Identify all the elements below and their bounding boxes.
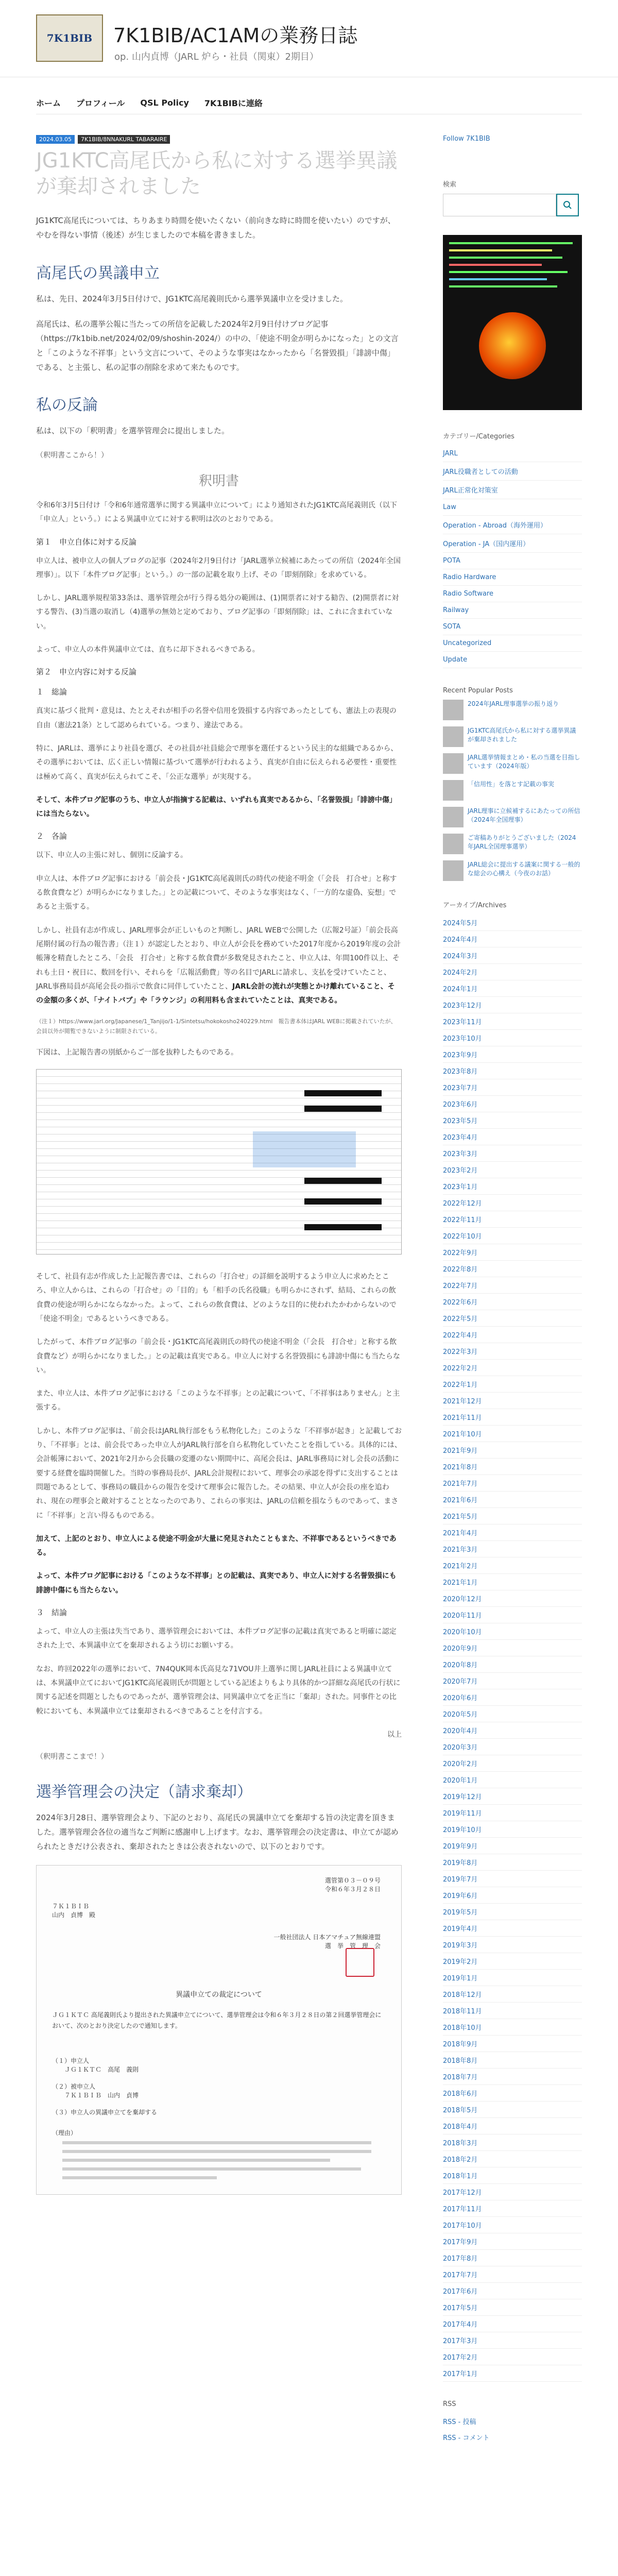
doc-text-bold: JARL会計の流れが実態とかけ離れていること、その金額の多くが、「ナイトバブ」や「ラウンジ」の利用料も含まれていたことは、真実である。 xyxy=(36,982,395,1005)
post-thumbnail xyxy=(443,700,464,720)
doc-subsection-heading: １ 総論 xyxy=(36,687,67,697)
decision-letter-scan xyxy=(36,1865,402,2195)
archive-item[interactable]: 2020年8月 xyxy=(443,1656,582,1673)
table-highlight xyxy=(253,1131,356,1167)
paragraph: 私は、先日、2024年3月5日付けで、JG1KTC高尾義則氏から選挙異議申立を受けました。 xyxy=(36,294,348,303)
heading-decision: 選挙管理会の決定（請求棄却） xyxy=(36,1783,252,1802)
spacer xyxy=(443,148,582,179)
site-description: op. 山内貞博（JARL 炉ら・社員（関東）2期目） xyxy=(114,52,319,62)
doc-paragraph: しかし、本件ブログ記事は、「前会長はJARL執行部をもう私物化した」このような「不祥事が起き」と記載しており、「不祥事」とは、前会長であった申立人がJARL執行部を自ら私物化していたことを指している。具体的には、会計帳簿において、2021年2月から会長職の変遷のない期間中に、高尾会長は、JARL事務局に対し会長の活動に要する経費を臨時開催した。当時の事務局長が、JARL会計規程において、理事会の承認を得ずに支出することは問題であるとして、事務局の職員からの報告を受けて理事会に報告した。その結果、申立人が会長の座を追われ、現在の理事会と敵対することとなったのであり、これらの事実は、JARLの信頼を損なうものであって、まさに「不祥事」と言い得るものである。 xyxy=(36,1427,402,1520)
search-label: 検索 xyxy=(443,181,457,189)
archive-item[interactable]: 2021年8月 xyxy=(443,1459,582,1475)
archive-item[interactable]: 2018年3月 xyxy=(443,2134,582,2151)
quote-start-note: （釈明書ここから！） xyxy=(36,451,108,460)
archive-item[interactable]: 2020年5月 xyxy=(443,1706,582,1722)
archive-item[interactable]: 2017年2月 xyxy=(443,2349,582,2365)
popular-post-title: JARL理事に立候補するにあたっての所信（2024年全国理事） xyxy=(468,807,580,823)
archive-item[interactable]: 2019年10月 xyxy=(443,1821,582,1838)
paragraph: 私は、以下の「釈明書」を選挙管理会に提出しました。 xyxy=(36,426,230,436)
archive-item[interactable]: 2017年12月 xyxy=(443,2184,582,2200)
paragraph: 2024年3月28日、選挙管理会より、下記のとおり、高尾氏の異議申立てを棄却する旨の決定書を頂きました。選挙管理会各位の適当なご判断に感謝申し上げます。なお、選挙管理会の決定書は、申立てが認められたときだけ公表され、棄却されたときは公表されないので、以下のとおりです。 xyxy=(36,1813,399,1851)
post-date: 2024.03.05 xyxy=(36,135,75,144)
archive-item[interactable]: 2020年9月 xyxy=(443,1640,582,1656)
archive-item[interactable]: 2019年4月 xyxy=(443,1920,582,1937)
archive-item[interactable]: 2017年6月 xyxy=(443,2283,582,2299)
archive-item[interactable]: 2019年8月 xyxy=(443,1854,582,1871)
archive-item[interactable]: 2019年6月 xyxy=(443,1887,582,1904)
archive-item[interactable]: 2021年6月 xyxy=(443,1492,582,1508)
archive-item[interactable]: 2022年7月 xyxy=(443,1277,582,1294)
archive-item[interactable]: 2023年7月 xyxy=(443,1079,582,1096)
popular-post-title: JARL選挙情報まとめ・私の当選を目指しています（2024年版） xyxy=(468,754,580,770)
sidebar xyxy=(443,135,582,2445)
category-item[interactable]: SOTA xyxy=(443,619,582,635)
report-table-image xyxy=(36,1069,402,1255)
scan-item-decision: （３）申立人の異議申立てを棄却する xyxy=(52,2109,158,2116)
archive-item[interactable]: 2020年7月 xyxy=(443,1673,582,1689)
search-icon xyxy=(563,200,572,210)
post-category[interactable]: 7K1BIB/8NNAKURL TABARAIRE xyxy=(78,135,170,144)
scan-reason-label: （理由） xyxy=(52,2129,77,2137)
popular-post[interactable] xyxy=(443,726,582,747)
archive-item[interactable]: 2024年2月 xyxy=(443,964,582,980)
widget-line xyxy=(449,278,547,280)
archive-item[interactable]: 2019年3月 xyxy=(443,1937,582,1953)
archive-item[interactable]: 2022年2月 xyxy=(443,1360,582,1376)
scan-header: 選管第０３－０９号 令和６年３月２８日 xyxy=(324,1877,381,1893)
popular-post-title: JARL総会に提出する議案に関する一般的な総会の心構え（今夜のお話） xyxy=(468,861,580,877)
post-thumbnail xyxy=(443,780,464,801)
doc-paragraph-bold: そして、本件ブログ記事のうち、申立人が指摘する記載は、いずれも真実であるから、「名誉毀損」「誹謗中傷」には当たらない。 xyxy=(36,795,397,819)
archive-item[interactable]: 2019年11月 xyxy=(443,1805,582,1821)
popular-post[interactable] xyxy=(443,834,582,854)
popular-post[interactable] xyxy=(443,753,582,774)
archive-item[interactable]: 2017年9月 xyxy=(443,2233,582,2250)
doc-paragraph: 真実に基づく批判・意見は、たとえそれが相手の名誉や信用を毀損する内容であったとしても、憲法上の表現の自由（憲法21条）として認められている。つまり、違法である。 xyxy=(36,707,397,730)
nav-contact[interactable]: 7K1BIBに連絡 xyxy=(204,98,263,108)
doc-paragraph-bold: よって、本件ブログ記事における「このような不祥事」との記載は、真実であり、申立人に対する名誉毀損にも誹謗中傷にも当たらない。 xyxy=(36,1572,397,1595)
doc-paragraph xyxy=(36,924,402,1008)
popular-post[interactable] xyxy=(443,700,582,720)
post-intro: JG1KTC高尾氏については、ちりあまり時間を使いたくない（前向きな時に時間を使いたい）のですが、やむを得ない事情（後述）が生じましたので本稿を書きました。 xyxy=(36,216,396,240)
category-item[interactable]: POTA xyxy=(443,553,582,569)
meta-title: RSS xyxy=(443,2400,456,2408)
archive-item[interactable]: 2019年5月 xyxy=(443,1904,582,1920)
archive-item[interactable]: 2021年7月 xyxy=(443,1475,582,1492)
popular-post[interactable] xyxy=(443,860,582,881)
archive-item[interactable]: 2017年11月 xyxy=(443,2200,582,2217)
archive-item[interactable]: 2022年9月 xyxy=(443,1244,582,1261)
redaction-bar xyxy=(304,1106,382,1112)
scan-text-line xyxy=(62,2150,371,2153)
doc-paragraph: また、申立人は、本件ブログ記事における「このような不祥事」との記載について、「不祥事はありません」と主張する。 xyxy=(36,1389,400,1412)
post-thumbnail xyxy=(443,834,464,854)
scan-body: ＪＧ１ＫＴＣ 高尾義則氏より提出された異議申立てについて、選挙管理会は令和６年３月２８日の第２回選挙管理会において、次のとおり決定したので通知します。 xyxy=(52,2011,382,2029)
archive-item[interactable]: 2022年4月 xyxy=(443,1327,582,1343)
scan-recipient: ７Ｋ１ＢＩＢ 山内 貞博 殿 xyxy=(52,1903,96,1919)
nav-profile[interactable]: プロフィール xyxy=(76,98,125,108)
archive-item[interactable]: 2018年7月 xyxy=(443,2069,582,2085)
archive-item[interactable]: 2022年5月 xyxy=(443,1310,582,1327)
widget-line xyxy=(449,264,542,266)
scan-sender: 一般社団法人 日本アマチュア無線連盟 選 挙 管 理 会 xyxy=(273,1934,381,1950)
archive-item[interactable]: 2023年2月 xyxy=(443,1162,582,1178)
category-item[interactable]: Uncategorized xyxy=(443,635,582,652)
doc-section-heading: 第１ 申立自体に対する反論 xyxy=(36,537,137,547)
heading-rebuttal: 私の反論 xyxy=(36,396,98,415)
doc-paragraph: よって、申立人の本件異議申立ては、直ちに却下されるべきである。 xyxy=(36,646,260,654)
logo-text: 7K1BIB xyxy=(46,32,93,44)
widget-line xyxy=(449,271,568,273)
category-item[interactable]: Radio Software xyxy=(443,586,582,602)
archive-item[interactable]: 2018年9月 xyxy=(443,2036,582,2052)
archive-item[interactable]: 2019年7月 xyxy=(443,1871,582,1887)
footnote: （注１）https://www.jarl.org/Japanese/1_Tanjijo/1-1/Sintetsu/hokokosho240229.html 報告書本体はJARL WEBに掲載されていたが、会員以外が閲覧できないように制限されている。 xyxy=(36,1018,397,1035)
widget-line xyxy=(449,257,562,259)
nav-home[interactable]: ホーム xyxy=(36,98,61,108)
archive-item[interactable]: 2020年3月 xyxy=(443,1739,582,1755)
archive-item[interactable]: 2018年1月 xyxy=(443,2167,582,2184)
archive-item[interactable]: 2024年3月 xyxy=(443,947,582,964)
doc-paragraph: 申立人は、被申立人の個人ブログの記事（2024年2月9日付け「JARL選挙立候補にあたっての所信（2024年全国理事）」。以下「本件ブログ記事」という。）の一部の記載を取り上げ、その「即刻削除」を求めている。 xyxy=(36,556,401,579)
heading-objection: 高尾氏の異議申立 xyxy=(36,264,160,282)
scan-item-respondent: （２）被申立人 ７Ｋ１ＢＩＢ 山内 貞博 xyxy=(52,2083,139,2099)
scan-text-line xyxy=(62,2176,217,2179)
archive-item[interactable]: 2017年7月 xyxy=(443,2266,582,2283)
rss-comments-link[interactable]: RSS - コメント xyxy=(443,2434,490,2442)
search-button[interactable] xyxy=(556,194,579,216)
categories-title: カテゴリー/Categories xyxy=(443,433,514,440)
archive-item[interactable]: 2022年11月 xyxy=(443,1211,582,1228)
post-title: JG1KTC高尾氏から私に対する選挙異議が棄却されました xyxy=(36,149,398,198)
archive-item[interactable]: 2023年10月 xyxy=(443,1030,582,1046)
archive-item[interactable]: 2020年10月 xyxy=(443,1623,582,1640)
popular-post[interactable] xyxy=(443,780,582,801)
nav-qsl-policy[interactable]: QSL Policy xyxy=(140,98,189,108)
doc-paragraph: 下図は、上記報告書の別紙からご一部を抜粋したものである。 xyxy=(36,1048,238,1057)
scan-title: 異議申立ての裁定について xyxy=(176,1991,262,1999)
archive-item[interactable]: 2022年12月 xyxy=(443,1195,582,1211)
archive-item[interactable]: 2022年10月 xyxy=(443,1228,582,1244)
site-header xyxy=(0,0,618,77)
archive-item[interactable]: 2021年9月 xyxy=(443,1442,582,1459)
popular-posts-list xyxy=(443,700,582,881)
archives-title: アーカイブ/Archives xyxy=(443,902,507,909)
doc-paragraph: そして、社員有志が作成した上記報告書では、これらの「打合せ」の詳細を説明するよう申立人に求めたところ、申立人からは、これらの「打合せ」の「目的」も「相手の氏名役職」も明らかにされず、結局、これらの飲食費の使途が明らかにならなかった。よって、これらの飲食費は、どのような目的に使われたかわからないので「使途不明金」であるというべきである。 xyxy=(36,1273,397,1323)
popular-post-title: ご寄稿ありがとうございました（2024年JARL全国理事選挙） xyxy=(468,834,576,850)
doc-paragraph: 申立人は、本件ブログ記事における「前会長・JG1KTC高尾義則氏の時代の使途不明金（「会長 打合せ」と称する飲食費など）が明らかになりました。」との記載について、そのような事実はなく、「一方的な虚偽、妄想」であると主張する。 xyxy=(36,874,397,911)
scan-item-applicant: （１）申立人 ＪＧ１ＫＴＣ 高尾 義則 xyxy=(52,2057,139,2074)
doc-paragraph: なお、昨回2022年の選挙において、7N4QUK岡本氏高見な71VOU井上選挙に関しJARL社員による異議申立ては、本異議申立てにおいてJG1KTC高尾義則氏が問題としている記述よりもより具体的かつ詳細な高尾氏の行状に関する記述を問題としたものであったが、選挙管理会は、同異議申立てを正当に「棄却」された。同事件との比較においても、本異議申立ては棄却されるべきであることを付言する。 xyxy=(36,1665,401,1716)
archive-item[interactable]: 2024年5月 xyxy=(443,914,582,931)
archive-item[interactable]: 2021年3月 xyxy=(443,1541,582,1557)
category-item[interactable]: JARL正常化対策室 xyxy=(443,481,582,499)
archive-item[interactable]: 2019年2月 xyxy=(443,1953,582,1970)
post-thumbnail xyxy=(443,860,464,881)
archive-item[interactable]: 2021年11月 xyxy=(443,1409,582,1426)
archive-item[interactable]: 2018年12月 xyxy=(443,1986,582,2003)
main-nav xyxy=(36,92,582,114)
archive-item[interactable]: 2021年2月 xyxy=(443,1557,582,1574)
popular-post-title: JG1KTC高尾氏から私に対する選挙異議が棄却されました xyxy=(468,727,576,743)
search-form xyxy=(443,194,582,216)
archive-item[interactable]: 2022年6月 xyxy=(443,1294,582,1310)
archive-list xyxy=(443,914,582,2382)
site-logo[interactable] xyxy=(36,14,103,62)
doc-end: 以上 xyxy=(387,1730,402,1739)
doc-section-heading: 第２ 申立内容に対する反論 xyxy=(36,667,137,677)
category-item[interactable]: Railway xyxy=(443,602,582,619)
redaction-bar xyxy=(304,1224,382,1230)
popular-post[interactable] xyxy=(443,807,582,827)
rss-posts-link[interactable]: RSS - 投稿 xyxy=(443,2418,476,2426)
search-input[interactable] xyxy=(443,194,556,216)
archive-item[interactable]: 2018年8月 xyxy=(443,2052,582,2069)
archive-item[interactable]: 2021年4月 xyxy=(443,1524,582,1541)
post-meta xyxy=(36,135,402,144)
category-item[interactable]: Operation - Abroad（海外運用） xyxy=(443,516,582,534)
archive-item[interactable]: 2021年1月 xyxy=(443,1574,582,1590)
doc-paragraph: よって、申立人の主張は失当であり、選挙管理会においては、本件ブログ記事の記載は真実であると明確に認定された上で、本異議申立てを棄却されるよう切にお願いする。 xyxy=(36,1628,397,1650)
solar-conditions-widget xyxy=(443,235,582,410)
scan-text-line xyxy=(62,2141,371,2144)
category-item[interactable]: JARL役職者としての活動 xyxy=(443,462,582,481)
archive-item[interactable]: 2018年11月 xyxy=(443,2003,582,2019)
doc-paragraph-bold: 加えて、上記のとおり、申立人による使途不明金が大量に発見されたこともまた、不祥事であるというべきである。 xyxy=(36,1534,397,1557)
post-article xyxy=(36,135,402,2195)
archive-item[interactable]: 2023年12月 xyxy=(443,997,582,1013)
archive-item[interactable]: 2017年4月 xyxy=(443,2316,582,2332)
doc-paragraph: 令和6年3月5日付け「令和6年通常選挙に関する異議申立について」により通知されたJG1KTC高尾義則氏（以下「申立人」という。）による異議申立てに対する釈明は次のとおりである。 xyxy=(36,501,397,524)
doc-paragraph: 以下、申立人の主張に対し、個別に反論する。 xyxy=(36,851,187,860)
archive-item[interactable]: 2023年4月 xyxy=(443,1129,582,1145)
site-title[interactable]: 7K1BIB/AC1AMの業務日誌 xyxy=(113,24,358,47)
archive-item[interactable]: 2017年1月 xyxy=(443,2365,582,2382)
doc-paragraph: しかし、JARL選挙規程第33条は、選挙管理会が行う得る処分の範囲は、(1)開票者に対する勧告、(2)開票者に対する警告、(3)当選の取消し（4)選挙の無効と定めており、ブログ記事の「即刻削除」は、これに含まれていない。 xyxy=(36,594,399,631)
post-thumbnail xyxy=(443,753,464,774)
archive-item[interactable]: 2020年1月 xyxy=(443,1772,582,1788)
archive-item[interactable]: 2023年8月 xyxy=(443,1063,582,1079)
redaction-bar xyxy=(304,1178,382,1184)
category-item[interactable]: Update xyxy=(443,652,582,668)
official-stamp xyxy=(346,1948,374,1977)
archive-item[interactable]: 2021年10月 xyxy=(443,1426,582,1442)
archive-item[interactable]: 2023年1月 xyxy=(443,1178,582,1195)
archive-item[interactable]: 2018年5月 xyxy=(443,2102,582,2118)
quote-end-note: （釈明書ここまで！） xyxy=(36,1753,108,1761)
archive-item[interactable]: 2023年11月 xyxy=(443,1013,582,1030)
archive-item[interactable]: 2018年10月 xyxy=(443,2019,582,2036)
archive-item[interactable]: 2018年2月 xyxy=(443,2151,582,2167)
paragraph: 高尾氏は、私の選挙公報に当たっての所信を記載した2024年2月9日付けブログ記事（https://7k1bib.net/2024/02/09/shoshin-2024/）の中の、「使途不明金が明らかになった」との文言と「このような不祥事」という文言について、そのような事実はなかったから「名誉毀損」「誹謗中傷」である、と主張し、私の記事の削除を求めて来たものです。 xyxy=(36,319,399,372)
category-list xyxy=(443,446,582,668)
archive-item[interactable]: 2024年4月 xyxy=(443,931,582,947)
archive-item[interactable]: 2020年11月 xyxy=(443,1607,582,1623)
archive-item[interactable]: 2017年8月 xyxy=(443,2250,582,2266)
archive-item[interactable]: 2019年1月 xyxy=(443,1970,582,1986)
category-item[interactable]: JARL xyxy=(443,446,582,462)
popular-post-title: 「信用性」を落とす記載の事実 xyxy=(468,781,555,788)
post-thumbnail xyxy=(443,726,464,747)
archive-item[interactable]: 2022年1月 xyxy=(443,1376,582,1393)
archive-item[interactable]: 2017年3月 xyxy=(443,2332,582,2349)
category-item[interactable]: Operation - JA（国内運用） xyxy=(443,534,582,553)
archive-item[interactable]: 2020年6月 xyxy=(443,1689,582,1706)
post-thumbnail xyxy=(443,807,464,827)
scan-text-line xyxy=(62,2159,330,2162)
archive-item[interactable]: 2023年6月 xyxy=(443,1096,582,1112)
redaction-bar xyxy=(304,1090,382,1096)
archive-item[interactable]: 2023年5月 xyxy=(443,1112,582,1129)
archive-item[interactable]: 2023年3月 xyxy=(443,1145,582,1162)
archive-item[interactable]: 2020年2月 xyxy=(443,1755,582,1772)
widget-line xyxy=(449,249,552,251)
doc-title: 釈明書 xyxy=(198,473,239,489)
follow-link[interactable]: Follow 7K1BIB xyxy=(443,135,490,143)
archive-item[interactable]: 2018年6月 xyxy=(443,2085,582,2102)
category-item[interactable]: Radio Hardware xyxy=(443,569,582,586)
sun-image xyxy=(479,312,546,379)
archive-item[interactable]: 2024年1月 xyxy=(443,980,582,997)
doc-text: しかし、社員有志が作成し、JARL理事会が正しいものと判断し、JARL WEBで公開した（広報2号証）「前会長高尾期付属の行為の報告書」（注１）が認定したとおり、申立人が会長を務めていた2017年度から2019年度の会計帳簿を精査したところ、「会長 打合せ」と称する飲食費が多数発見されたこと、申立人は、年間100件以上、それも土日・祝日に、数回を行い、それらを「広報活動費」等の名目でJARLに請求し、支払を受けていたこと、JARL事務局員が高尾会長の指示で飲食に同伴していたこと、 xyxy=(36,926,401,991)
doc-subsection-heading: ２ 各論 xyxy=(36,832,67,841)
popular-post-title: 2024年JARL理事選挙の振り返り xyxy=(468,700,559,707)
archive-item[interactable]: 2019年9月 xyxy=(443,1838,582,1854)
archive-item[interactable]: 2022年3月 xyxy=(443,1343,582,1360)
archive-item[interactable]: 2020年4月 xyxy=(443,1722,582,1739)
widget-line xyxy=(449,242,573,244)
archive-item[interactable]: 2018年4月 xyxy=(443,2118,582,2134)
archive-item[interactable]: 2023年9月 xyxy=(443,1046,582,1063)
archive-item[interactable]: 2019年12月 xyxy=(443,1788,582,1805)
archive-item[interactable]: 2022年8月 xyxy=(443,1261,582,1277)
widget-line xyxy=(449,285,557,287)
archive-item[interactable]: 2021年5月 xyxy=(443,1508,582,1524)
redaction-bar xyxy=(304,1198,382,1205)
scan-text-line xyxy=(62,2167,361,2171)
archive-item[interactable]: 2017年5月 xyxy=(443,2299,582,2316)
doc-paragraph: 特に、JARLは、選挙により社員を選び、その社員が社員総会で理事を選任するという民主的な組織であるから、その選挙においては、広く正しい情報に基づいて選挙が行われるよう、真実が自由に伝えられる必要性・重要性は極めて高く、真実が伝えられてこそ、「公正な選挙」が実現する。 xyxy=(36,744,398,781)
doc-subsection-heading: ３ 結論 xyxy=(36,1608,67,1618)
doc-paragraph: したがって、本件ブログ記事の「前会長・JG1KTC高尾義則氏の時代の使途不明金（「会長 打合せ」と称する飲食費など）が明らかになりました。」との記載は真実である。申立人に対する名誉毀損にも誹謗中傷にも当たらない。 xyxy=(36,1338,400,1375)
archive-item[interactable]: 2020年12月 xyxy=(443,1590,582,1607)
category-item[interactable]: Law xyxy=(443,499,582,516)
popular-posts-title: Recent Popular Posts xyxy=(443,687,513,694)
archive-item[interactable]: 2017年10月 xyxy=(443,2217,582,2233)
archive-item[interactable]: 2021年12月 xyxy=(443,1393,582,1409)
